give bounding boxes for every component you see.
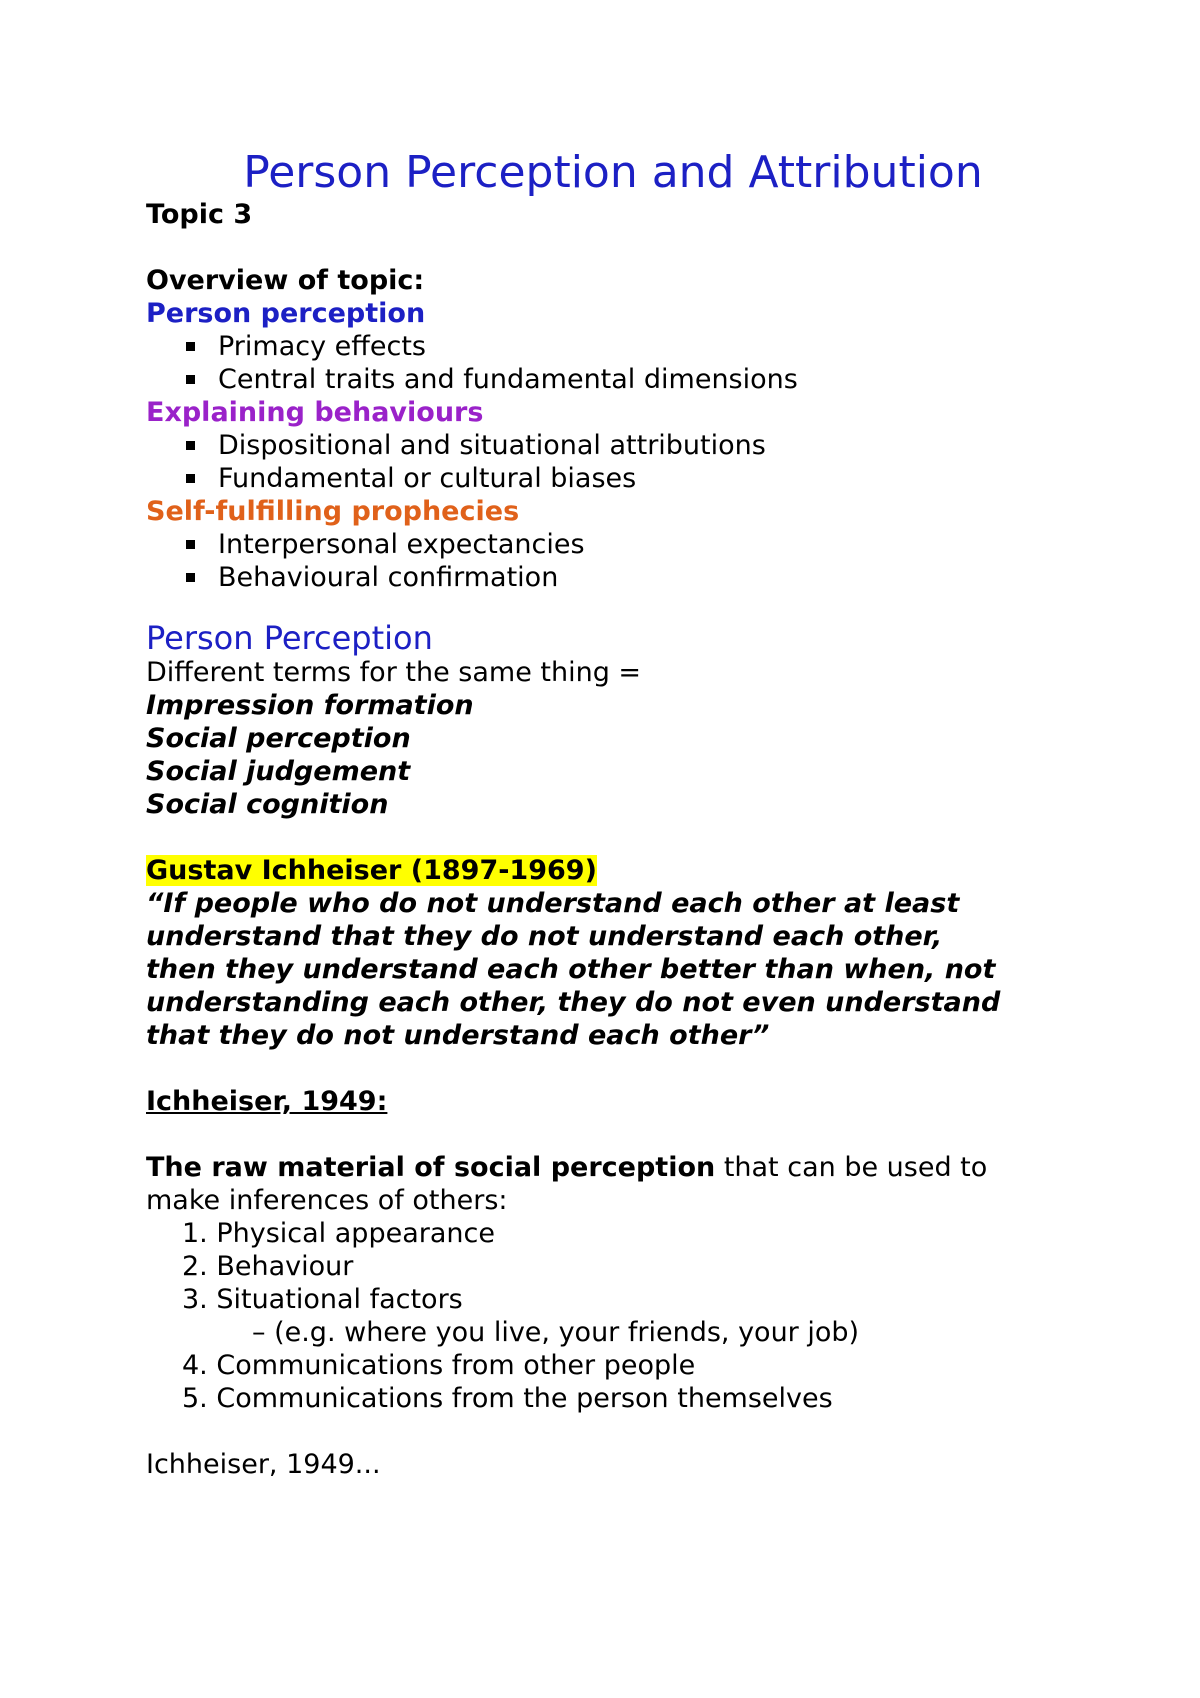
quote-line: understand that they do not understand each other, — [146, 921, 943, 952]
numbered-item: 5. Communications from the person themselves — [182, 1383, 833, 1414]
section-heading-explaining-behaviours: Explaining behaviours — [146, 397, 484, 428]
quote-line: that they do not understand each other” — [146, 1020, 770, 1051]
list-item: Central traits and fundamental dimensions — [186, 363, 1066, 396]
numbered-item: 2. Behaviour — [182, 1251, 354, 1282]
section-heading-person-perception: Person perception — [146, 298, 426, 329]
spacer — [146, 1118, 1066, 1151]
list-item: Primacy effects — [186, 330, 1066, 363]
raw-material-rest: that can be used to — [715, 1152, 988, 1183]
highlighted-name: Gustav Ichheiser (1897-1969) — [146, 855, 597, 886]
numbered-list — [146, 1217, 1066, 1415]
list-item: Interpersonal expectancies — [186, 528, 1066, 561]
bullet-list — [146, 429, 1066, 495]
sub-note: – (e.g. where you live, your friends, your job) — [252, 1317, 860, 1348]
quote-line: then they understand each other better than when, not — [146, 954, 996, 985]
document-page — [146, 148, 1066, 1481]
term-item: Social judgement — [146, 756, 411, 787]
list-item: Behavioural confirmation — [186, 561, 1066, 594]
spacer — [146, 1052, 1066, 1085]
numbered-item: 3. Situational factors — [182, 1284, 463, 1315]
list-item: Fundamental or cultural biases — [186, 462, 1066, 495]
terms-intro: Different terms for the same thing = — [146, 657, 642, 688]
numbered-item: 1. Physical appearance — [182, 1218, 495, 1249]
reference-heading: Ichheiser, 1949: — [146, 1086, 388, 1117]
overview-label: Overview of topic: — [146, 265, 425, 296]
quote-line: understanding each other, they do not even understand — [146, 987, 1001, 1018]
bullet-list — [146, 528, 1066, 594]
quote-line: “If people who do not understand each other at least — [146, 888, 960, 919]
term-item: Social perception — [146, 723, 411, 754]
spacer — [146, 821, 1066, 854]
spacer — [146, 231, 1066, 264]
term-item: Social cognition — [146, 789, 389, 820]
list-item: Dispositional and situational attributions — [186, 429, 1066, 462]
term-item: Impression formation — [146, 690, 474, 721]
closing-reference: Ichheiser, 1949... — [146, 1449, 381, 1480]
document-title: Person Perception and Attribution — [243, 147, 983, 198]
raw-material-paragraph — [146, 1151, 1066, 1184]
bullet-list — [146, 330, 1066, 396]
spacer — [146, 1415, 1066, 1448]
raw-material-bold: The raw material of social perception — [146, 1152, 716, 1183]
topic-label: Topic 3 — [146, 199, 253, 230]
person-perception-heading: Person Perception — [146, 619, 433, 657]
raw-material-line-2: make inferences of others: — [146, 1185, 508, 1216]
section-heading-self-fulfilling: Self-fulfilling prophecies — [146, 496, 520, 527]
numbered-item: 4. Communications from other people — [182, 1350, 696, 1381]
